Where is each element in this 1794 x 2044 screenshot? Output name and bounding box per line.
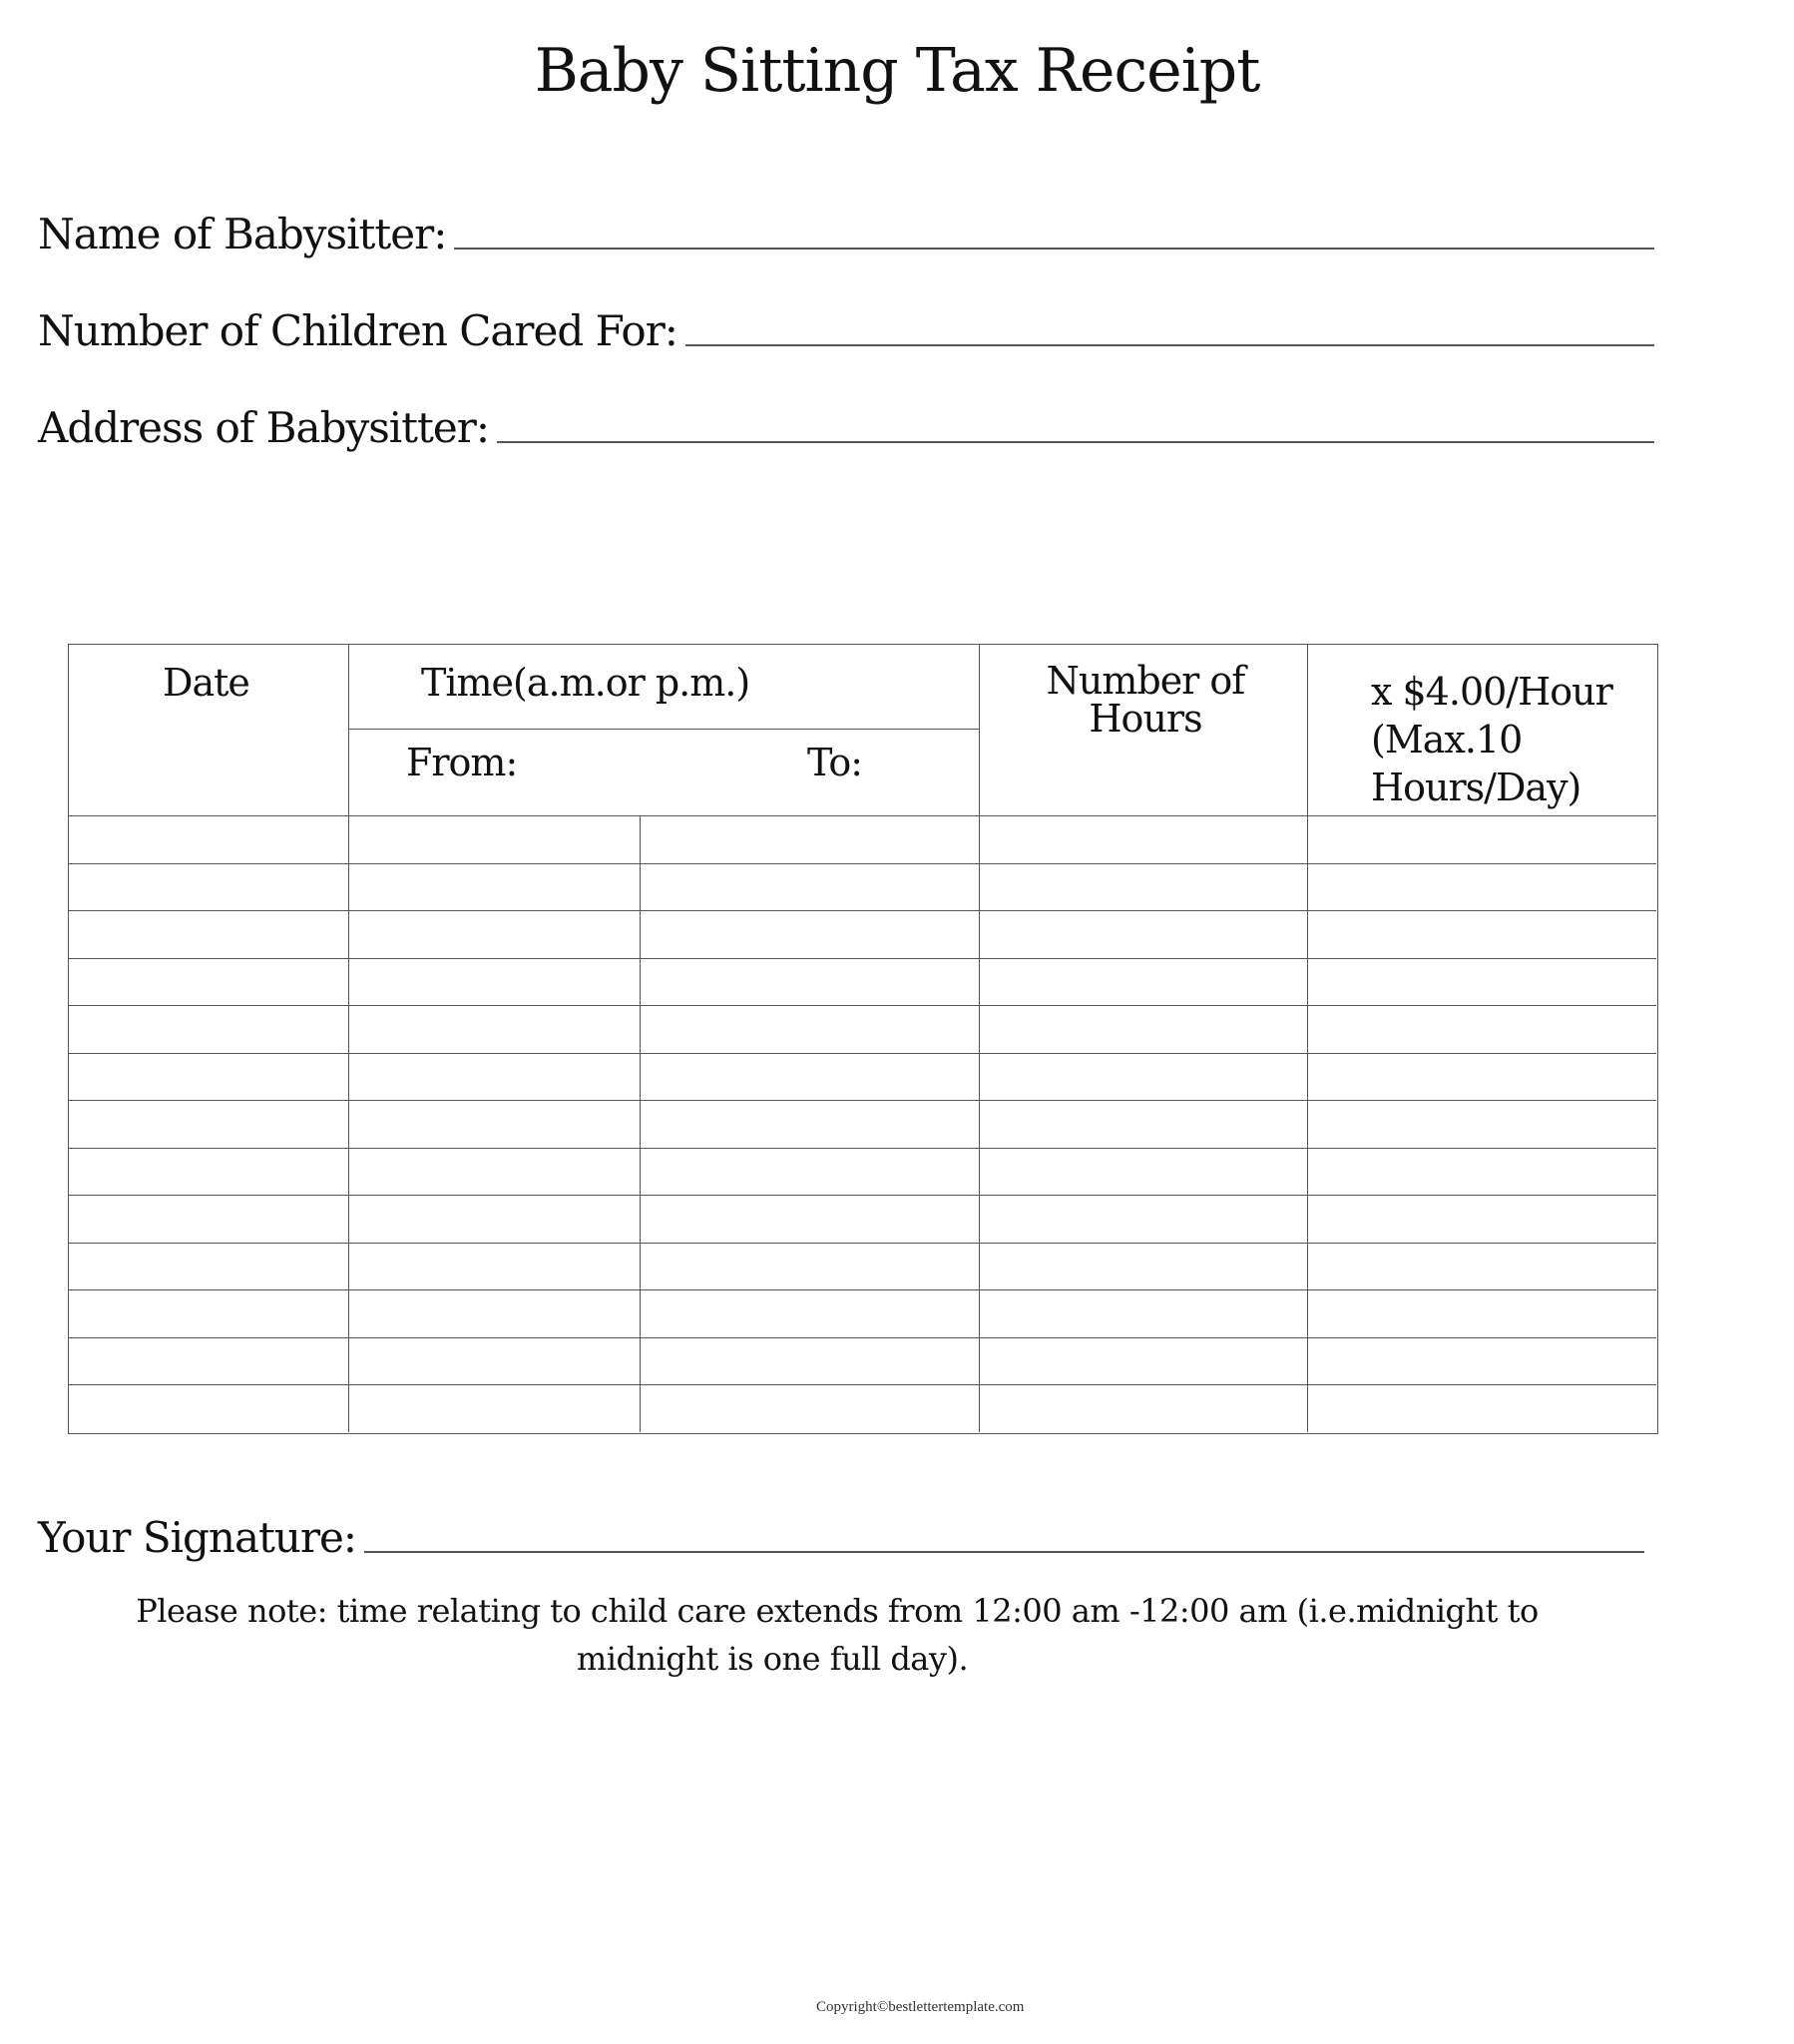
table-cell[interactable] bbox=[640, 1005, 979, 1053]
table-cell[interactable] bbox=[1307, 910, 1656, 958]
table-cell[interactable] bbox=[68, 1384, 348, 1432]
table-cell[interactable] bbox=[640, 1100, 979, 1148]
children-count-input-line[interactable] bbox=[685, 342, 1654, 346]
table-cell[interactable] bbox=[348, 1100, 640, 1148]
table-cell[interactable] bbox=[68, 863, 348, 911]
header-to: To: bbox=[807, 741, 863, 784]
table-cell[interactable] bbox=[348, 1243, 640, 1290]
table-cell[interactable] bbox=[348, 910, 640, 958]
table-cell[interactable] bbox=[979, 1005, 1307, 1053]
table-cell[interactable] bbox=[348, 1053, 640, 1101]
copyright: Copyright©bestlettertemplate.com bbox=[816, 1999, 1025, 2015]
table-cell[interactable] bbox=[1307, 1195, 1656, 1243]
table-cell[interactable] bbox=[348, 1148, 640, 1196]
babysitter-name-input-line[interactable] bbox=[454, 246, 1654, 250]
table-cell[interactable] bbox=[979, 815, 1307, 863]
signature-label: Your Signature: bbox=[38, 1513, 357, 1562]
babysitter-address-input-line[interactable] bbox=[497, 439, 1654, 443]
table-cell[interactable] bbox=[1307, 1100, 1656, 1148]
note bbox=[0, 1587, 1794, 1683]
children-count-label: Number of Children Cared For: bbox=[38, 306, 677, 355]
table-cell[interactable] bbox=[1307, 1053, 1656, 1101]
table-cell[interactable] bbox=[640, 863, 979, 911]
table-cell[interactable] bbox=[640, 1289, 979, 1337]
page-title: Baby Sitting Tax Receipt bbox=[534, 36, 1260, 106]
header-hours: Number of Hours bbox=[1046, 659, 1245, 741]
babysitter-address-label: Address of Babysitter: bbox=[38, 403, 490, 452]
table-cell[interactable] bbox=[68, 815, 348, 863]
table-cell[interactable] bbox=[1307, 958, 1656, 1006]
table-cell[interactable] bbox=[640, 910, 979, 958]
babysitter-address-field bbox=[38, 403, 1654, 452]
table-cell[interactable] bbox=[348, 1384, 640, 1432]
header-date: Date bbox=[163, 661, 249, 705]
note-line-2: midnight is one full day). bbox=[576, 1640, 969, 1678]
table-cell[interactable] bbox=[979, 1148, 1307, 1196]
table-cell[interactable] bbox=[1307, 1384, 1656, 1432]
header-time: Time(a.m.or p.m.) bbox=[421, 661, 750, 705]
table-cell[interactable] bbox=[1307, 815, 1656, 863]
table-cell[interactable] bbox=[68, 1243, 348, 1290]
table-cell[interactable] bbox=[1307, 1148, 1656, 1196]
table-cell[interactable] bbox=[68, 1053, 348, 1101]
table-cell[interactable] bbox=[348, 958, 640, 1006]
table-cell[interactable] bbox=[640, 1053, 979, 1101]
table-cell[interactable] bbox=[640, 1337, 979, 1385]
table-cell[interactable] bbox=[1307, 1243, 1656, 1290]
table-cell[interactable] bbox=[979, 1289, 1307, 1337]
header-from: From: bbox=[406, 741, 518, 784]
table-cell[interactable] bbox=[348, 1195, 640, 1243]
divider-time-subheader bbox=[348, 729, 979, 730]
table-cell[interactable] bbox=[979, 1195, 1307, 1243]
table-cell[interactable] bbox=[1307, 863, 1656, 911]
table-cell[interactable] bbox=[640, 1148, 979, 1196]
babysitter-name-field bbox=[38, 210, 1654, 258]
table-cell[interactable] bbox=[979, 1337, 1307, 1385]
signature-input-line[interactable] bbox=[364, 1549, 1644, 1553]
table-cell[interactable] bbox=[640, 1195, 979, 1243]
table-cell[interactable] bbox=[68, 1195, 348, 1243]
table-cell[interactable] bbox=[68, 1148, 348, 1196]
table-cell[interactable] bbox=[1307, 1337, 1656, 1385]
table-cell[interactable] bbox=[979, 1384, 1307, 1432]
table-cell[interactable] bbox=[979, 958, 1307, 1006]
table-cell[interactable] bbox=[640, 1243, 979, 1290]
table-cell[interactable] bbox=[640, 1384, 979, 1432]
table-cell[interactable] bbox=[640, 815, 979, 863]
table-cell[interactable] bbox=[979, 910, 1307, 958]
signature-field bbox=[38, 1513, 1644, 1562]
table-cell[interactable] bbox=[68, 958, 348, 1006]
table-cell[interactable] bbox=[348, 1289, 640, 1337]
table-cell[interactable] bbox=[348, 1005, 640, 1053]
table-cell[interactable] bbox=[979, 1100, 1307, 1148]
table-cell[interactable] bbox=[68, 1100, 348, 1148]
table-cell[interactable] bbox=[979, 1053, 1307, 1101]
table-cell[interactable] bbox=[640, 958, 979, 1006]
table-cell[interactable] bbox=[68, 1289, 348, 1337]
table-cell[interactable] bbox=[348, 863, 640, 911]
table-cell[interactable] bbox=[348, 1337, 640, 1385]
table-cell[interactable] bbox=[1307, 1005, 1656, 1053]
table-cell[interactable] bbox=[1307, 1289, 1656, 1337]
children-count-field bbox=[38, 306, 1654, 355]
table-cell[interactable] bbox=[348, 815, 640, 863]
table-cell[interactable] bbox=[979, 863, 1307, 911]
table-cell[interactable] bbox=[68, 1337, 348, 1385]
header-rate: x $4.00/Hour (Max.10 Hours/Day) bbox=[1371, 670, 1612, 809]
table-cell[interactable] bbox=[68, 910, 348, 958]
hours-table bbox=[68, 644, 1658, 1434]
babysitter-name-label: Name of Babysitter: bbox=[38, 210, 447, 258]
note-line-1: Please note: time relating to child care extends from 12:00 am -12:00 am (i.e.midnight to bbox=[136, 1592, 1539, 1630]
table-cell[interactable] bbox=[68, 1005, 348, 1053]
table-cell[interactable] bbox=[979, 1243, 1307, 1290]
